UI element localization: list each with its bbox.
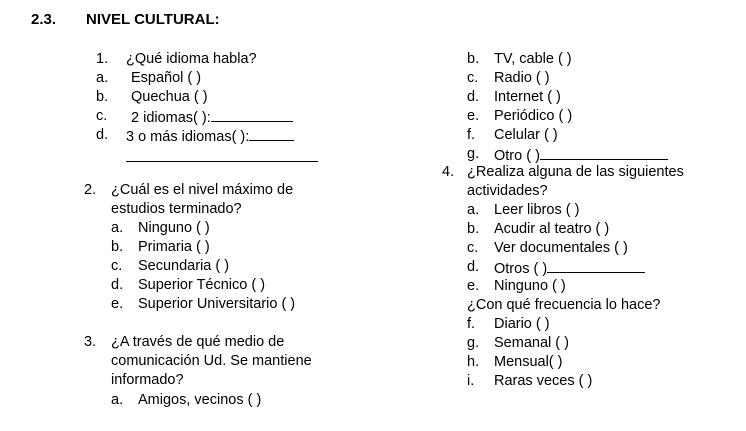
- q1-option-d[interactable]: [126, 126, 294, 147]
- q4-option-d-blank[interactable]: [547, 258, 645, 273]
- q4-option-c-letter: c.: [467, 240, 479, 256]
- q2-option-a[interactable]: Ninguno ( ): [138, 220, 210, 236]
- q1-option-c-blank[interactable]: [211, 107, 293, 122]
- q1-number: 1.: [96, 51, 109, 67]
- q4-option-i[interactable]: Raras veces ( ): [494, 373, 593, 389]
- q2-option-e-letter: e.: [111, 296, 124, 312]
- q4-number: 4.: [442, 164, 455, 180]
- q1-option-d-letter: d.: [96, 127, 109, 143]
- q4-option-h[interactable]: Mensual( ): [494, 354, 563, 370]
- q3-question-line3: informado?: [111, 372, 184, 388]
- q4-option-d[interactable]: [494, 258, 645, 279]
- q4-option-g[interactable]: Semanal ( ): [494, 335, 569, 351]
- q2-question-line1: ¿Cuál es el nivel máximo de: [111, 182, 294, 198]
- q3-option-a[interactable]: Amigos, vecinos ( ): [138, 392, 262, 408]
- q2-number: 2.: [84, 182, 97, 198]
- q4-question-line1: ¿Realiza alguna de las siguientes: [467, 164, 684, 180]
- section-title: NIVEL CULTURAL:: [86, 11, 220, 28]
- q1-option-d-blank[interactable]: [249, 126, 294, 141]
- q1-option-b[interactable]: Quechua ( ): [131, 89, 208, 105]
- q3-option-e-letter: e.: [467, 108, 480, 124]
- q2-option-e[interactable]: Superior Universitario ( ): [138, 296, 296, 312]
- q2-question-line2: estudios terminado?: [111, 201, 242, 217]
- q4-frequency-question: ¿Con qué frecuencia lo hace?: [467, 297, 661, 313]
- q1-option-c-letter: c.: [96, 108, 108, 124]
- q4-option-b-letter: b.: [467, 221, 480, 237]
- q1-question: ¿Qué idioma habla?: [126, 51, 257, 67]
- q2-option-c[interactable]: Secundaria ( ): [138, 258, 230, 274]
- q3-question-line1: ¿A través de qué medio de: [111, 334, 285, 350]
- q4-option-e-letter: e.: [467, 278, 480, 294]
- q3-option-g-blank[interactable]: [540, 145, 668, 160]
- q1-option-a-letter: a.: [96, 70, 109, 86]
- q1-option-b-letter: b.: [96, 89, 109, 105]
- q4-option-a-letter: a.: [467, 202, 480, 218]
- q2-option-d-letter: d.: [111, 277, 124, 293]
- q3-option-d[interactable]: Internet ( ): [494, 89, 561, 105]
- q4-option-i-letter: i.: [467, 373, 475, 389]
- section-number: 2.3.: [31, 11, 57, 28]
- q3-option-d-letter: d.: [467, 89, 480, 105]
- q3-option-e[interactable]: Periódico ( ): [494, 108, 573, 124]
- q4-option-b[interactable]: Acudir al teatro ( ): [494, 221, 610, 237]
- q4-option-e[interactable]: Ninguno ( ): [494, 278, 566, 294]
- q3-question-line2: comunicación Ud. Se mantiene: [111, 353, 312, 369]
- q3-option-c-letter: c.: [467, 70, 479, 86]
- q3-option-b[interactable]: TV, cable ( ): [494, 51, 572, 67]
- q1-extra-blank-line[interactable]: [126, 161, 318, 162]
- q4-option-h-letter: h.: [467, 354, 480, 370]
- q1-option-c-label: 2 idiomas( ):: [131, 110, 211, 126]
- q1-option-c[interactable]: [131, 107, 293, 128]
- q1-option-a[interactable]: Español ( ): [131, 70, 202, 86]
- q2-option-b-letter: b.: [111, 239, 124, 255]
- q2-option-c-letter: c.: [111, 258, 123, 274]
- q2-option-d[interactable]: Superior Técnico ( ): [138, 277, 266, 293]
- q4-option-f-letter: f.: [467, 316, 476, 332]
- q3-option-f-letter: f.: [467, 127, 476, 143]
- q4-option-d-label: Otros ( ): [494, 261, 548, 277]
- q3-option-f[interactable]: Celular ( ): [494, 127, 558, 143]
- q3-option-b-letter: b.: [467, 51, 480, 67]
- q3-option-g-letter: g.: [467, 146, 480, 162]
- q4-option-c[interactable]: Ver documentales ( ): [494, 240, 628, 256]
- q1-option-d-label: 3 o más idiomas( ):: [126, 129, 250, 145]
- q3-number: 3.: [84, 334, 97, 350]
- q3-option-c[interactable]: Radio ( ): [494, 70, 550, 86]
- q4-option-g-letter: g.: [467, 335, 480, 351]
- q3-option-g-label: Otro ( ): [494, 148, 540, 164]
- q4-question-line2: actividades?: [467, 183, 548, 199]
- q4-option-f[interactable]: Diario ( ): [494, 316, 550, 332]
- q3-option-a-letter: a.: [111, 392, 124, 408]
- q4-option-a[interactable]: Leer libros ( ): [494, 202, 580, 218]
- q4-option-d-letter: d.: [467, 259, 480, 275]
- q2-option-b[interactable]: Primaria ( ): [138, 239, 210, 255]
- q2-option-a-letter: a.: [111, 220, 124, 236]
